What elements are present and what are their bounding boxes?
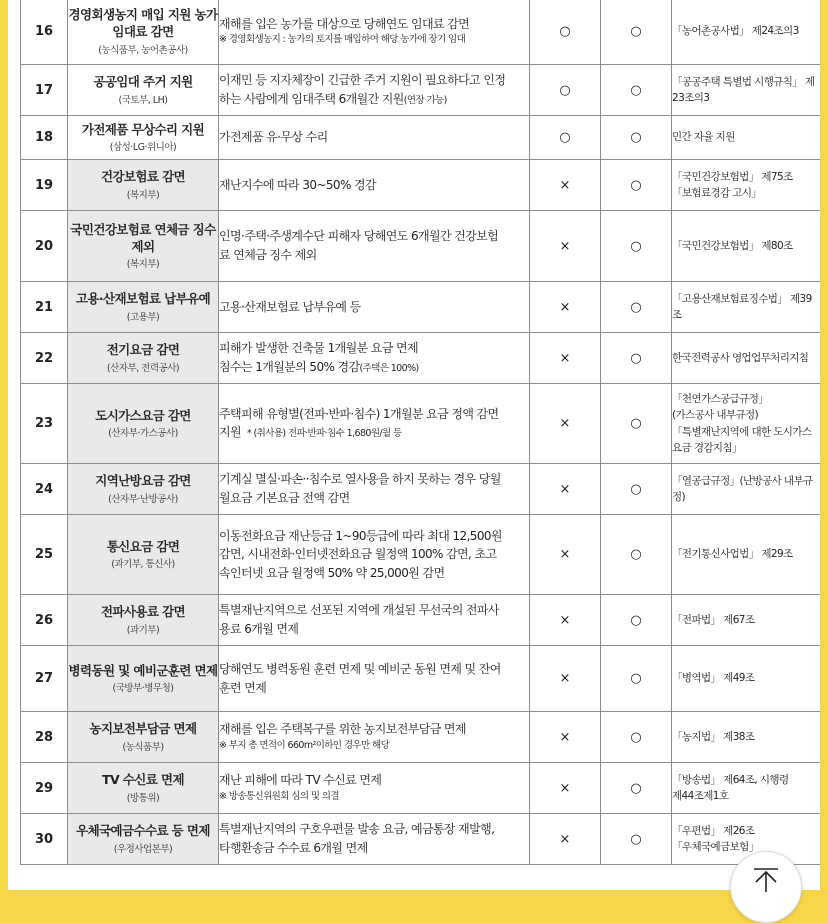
- program-agency: (과기부): [126, 624, 160, 636]
- legal-basis-line: 조: [672, 309, 682, 321]
- legal-basis-cell: [672, 65, 821, 116]
- mark-symbol: ○: [630, 547, 642, 562]
- row-number: [21, 515, 68, 595]
- program-name: 지역난방요금 감면: [95, 473, 191, 489]
- row-number: [21, 464, 68, 515]
- mark-symbol: ○: [630, 130, 642, 145]
- legal-basis-cell: [672, 595, 821, 646]
- row-number: [21, 384, 68, 464]
- description-line: 속인터넷 요금 월정액 50% 약 25,000원 감면: [219, 565, 445, 580]
- legal-basis-cell: [672, 384, 821, 464]
- legal-basis-line: 민간 자율 지원: [672, 131, 735, 144]
- description-cell: [219, 333, 530, 384]
- description-cell: [219, 0, 530, 65]
- row-number-text: 28: [34, 729, 54, 745]
- mark-symbol: ×: [559, 238, 571, 254]
- mark-symbol: ○: [630, 350, 642, 366]
- mark-symbol: ○: [630, 671, 642, 686]
- legal-basis-line: 「우편법」 제26조: [672, 824, 755, 837]
- program-name-cell: [68, 515, 219, 595]
- description-line: 피해가 발생한 건축물 1개월분 요금 면제: [219, 341, 418, 356]
- legal-basis-cell: [672, 333, 821, 384]
- description-cell: [219, 814, 530, 865]
- legal-basis-cell: [672, 712, 821, 763]
- description-line: 이재민 등 지자체장이 긴급한 주거 지원이 필요하다고 인정: [219, 73, 506, 88]
- applicability-mark: [530, 160, 601, 211]
- table-row: [21, 712, 821, 763]
- row-number: [21, 595, 68, 646]
- description-line: 료 연체금 징수 제외: [219, 248, 317, 262]
- row-number: [21, 211, 68, 282]
- legal-basis-line: 「국민건강보험법」 제75조: [672, 170, 793, 183]
- mark-symbol: ○: [630, 177, 642, 193]
- mark-symbol: ○: [630, 24, 642, 39]
- row-number-text: 19: [34, 177, 54, 193]
- mark-symbol: ×: [559, 177, 571, 193]
- program-name: 국민건강보험료 연체금 징수 제외: [70, 221, 216, 254]
- mark-symbol: ○: [559, 82, 571, 98]
- arrow-up-icon: [753, 868, 779, 892]
- legal-basis-cell: [672, 282, 821, 333]
- program-name-cell: [68, 211, 219, 282]
- mark-symbol: ○: [630, 780, 642, 796]
- legal-basis-cell: [672, 211, 821, 282]
- description-cell: [219, 646, 530, 712]
- description-line: 재해를 입은 주택복구를 위한 농지보전부담금 면제: [219, 722, 466, 737]
- description-line: 이동전화요금 재난등급 1~90등급에 따라 최대 12,500원: [219, 528, 502, 543]
- program-name-cell: [68, 464, 219, 515]
- applicability-mark: [601, 65, 672, 116]
- program-name: 공공임대 주거 지원: [93, 74, 193, 90]
- description-line: 인명·주택·주생계수단 피해자 당해연도 6개월간 건강보험: [219, 229, 499, 244]
- legal-basis-line: 「공공주택 특별법 시행규칙」 제: [672, 75, 815, 88]
- program-agency: (복지부): [126, 259, 160, 271]
- applicability-mark: [530, 116, 601, 160]
- applicability-mark: [601, 333, 672, 384]
- applicability-mark: [530, 464, 601, 515]
- description-note: ※ 방송통신위원회 심의 및 의결: [219, 790, 339, 802]
- row-number-text: 16: [34, 24, 54, 39]
- description-line: 월요금 기본요금 전액 감면: [219, 491, 350, 505]
- mark-symbol: ×: [559, 481, 571, 497]
- applicability-mark: [530, 333, 601, 384]
- applicability-mark: [601, 160, 672, 211]
- row-number-text: 25: [34, 547, 54, 562]
- scroll-top-button[interactable]: [730, 851, 802, 923]
- row-number: [21, 282, 68, 333]
- description-line: 기계실 멸실·파손··침수로 열사용을 하지 못하는 경우 당월: [219, 472, 501, 487]
- row-number: [21, 116, 68, 160]
- applicability-mark: [530, 712, 601, 763]
- legal-basis-line: (가스공사 내부규정): [672, 409, 759, 422]
- program-agency: (산자부, 전력공사): [106, 362, 180, 374]
- description-small: (주택은 100%): [359, 362, 419, 374]
- applicability-mark: [601, 814, 672, 865]
- row-number-text: 24: [34, 481, 54, 497]
- legal-basis-line: 「국민건강보험법」 제80조: [672, 239, 793, 252]
- program-name: 통신요금 감면: [106, 538, 180, 554]
- program-name: 전기요금 감면: [106, 342, 180, 358]
- program-name: 병력동원 및 예비군훈련 면제: [68, 662, 218, 678]
- applicability-mark: [530, 814, 601, 865]
- applicability-mark: [530, 646, 601, 712]
- row-number-text: 22: [34, 350, 54, 366]
- mark-symbol: ×: [559, 780, 571, 796]
- mark-symbol: ○: [559, 24, 571, 39]
- program-name-cell: [68, 333, 219, 384]
- mark-symbol: ×: [559, 671, 571, 686]
- applicability-mark: [601, 763, 672, 814]
- legal-basis-line: 「농어촌공사법」 제24조의3: [672, 25, 799, 38]
- applicability-mark: [601, 646, 672, 712]
- legal-basis-cell: [672, 464, 821, 515]
- program-agency: (방통위): [126, 792, 160, 804]
- support-table: [20, 0, 820, 865]
- description-line: 하는 사람에게 임대주택 6개월간 지원(연장 가능): [219, 91, 447, 106]
- description-line: 지원 * (취사용) 전파·반파·침수 1,680원/월 등: [219, 425, 402, 440]
- mark-symbol: ○: [630, 299, 642, 315]
- applicability-mark: [601, 595, 672, 646]
- legal-basis-cell: [672, 763, 821, 814]
- legal-basis-line: 「천연가스공급규정」: [672, 392, 769, 405]
- program-name: 건강보험료 감면: [100, 169, 186, 185]
- program-name: 전파사용료 감면: [100, 604, 186, 620]
- row-number: [21, 0, 68, 65]
- description-line: 침수는 1개월분의 50% 경감(주택은 100%): [219, 359, 419, 374]
- row-number: [21, 646, 68, 712]
- mark-symbol: ○: [630, 481, 642, 497]
- row-number-text: 23: [34, 416, 54, 431]
- description-line: 고용·산재보험료 납부유예 등: [219, 299, 361, 314]
- legal-basis-line: 「방송법」 제64조, 시행령: [672, 773, 789, 786]
- description-line: 주택피해 유형별(전파·반파·침수) 1개월분 요금 정액 감면: [219, 406, 499, 421]
- description-line: 재난지수에 따라 30~50% 경감: [219, 177, 376, 192]
- table-row: [21, 646, 821, 712]
- applicability-mark: [530, 0, 601, 65]
- row-number-text: 29: [34, 780, 54, 796]
- description-cell: [219, 384, 530, 464]
- program-agency: (농식품부): [122, 741, 164, 753]
- legal-basis-line: 「병역법」 제49조: [672, 672, 755, 685]
- table-row: [21, 595, 821, 646]
- program-agency: (국토부, LH): [118, 94, 168, 106]
- table-row: [21, 464, 821, 515]
- description-note: ※ 부지 총 면적이 660m²이하인 경우만 해당: [219, 739, 390, 751]
- row-number-text: 17: [34, 82, 54, 98]
- table-body: [21, 0, 821, 865]
- program-agency: (삼성·LG·위니아): [109, 142, 177, 154]
- row-number-text: 30: [34, 831, 54, 847]
- row-number-text: 27: [34, 671, 54, 686]
- mark-symbol: ×: [559, 729, 571, 745]
- legal-basis-line: 「우체국예금보험」: [672, 841, 759, 853]
- mark-symbol: ○: [630, 82, 642, 98]
- program-name-cell: [68, 0, 219, 65]
- program-agency: (농식품부, 농어촌공사): [98, 44, 188, 56]
- program-name-cell: [68, 160, 219, 211]
- program-agency: (국방부·병무청): [112, 683, 174, 695]
- applicability-mark: [530, 65, 601, 116]
- row-number-text: 18: [34, 130, 54, 145]
- applicability-mark: [530, 515, 601, 595]
- description-line: 훈련 면제: [219, 680, 267, 695]
- program-name-cell: [68, 116, 219, 160]
- row-number-text: 26: [34, 612, 54, 628]
- description-line: 용료 6개월 면제: [219, 622, 299, 636]
- description-cell: [219, 65, 530, 116]
- row-number-text: 20: [34, 238, 54, 254]
- row-number: [21, 160, 68, 211]
- mark-symbol: ×: [559, 299, 571, 315]
- program-agency: (과기부, 통신사): [111, 559, 175, 571]
- mark-symbol: ×: [559, 547, 571, 562]
- description-line: 타행환송금 수수료 6개월 면제: [219, 841, 368, 855]
- table-row: [21, 282, 821, 333]
- program-name-cell: [68, 65, 219, 116]
- table-row: [21, 515, 821, 595]
- description-cell: [219, 595, 530, 646]
- applicability-mark: [601, 282, 672, 333]
- document-page: [8, 0, 820, 890]
- legal-basis-cell: [672, 160, 821, 211]
- applicability-mark: [530, 282, 601, 333]
- legal-basis-line: 「전기통신사업법」 제29조: [672, 548, 793, 561]
- program-name-cell: [68, 595, 219, 646]
- description-line: 재해를 입은 농가를 대상으로 당해연도 임대료 감면: [219, 16, 470, 31]
- applicability-mark: [601, 515, 672, 595]
- legal-basis-line: 요금 경감지침」: [672, 441, 742, 454]
- table-row: [21, 814, 821, 865]
- description-cell: [219, 712, 530, 763]
- mark-symbol: ○: [630, 612, 642, 628]
- program-agency: (산자부·가스공사): [108, 428, 178, 440]
- description-cell: [219, 282, 530, 333]
- description-line: 특별재난지역의 구호우편물 발송 요금, 예금통장 재발행,: [219, 822, 495, 837]
- applicability-mark: [601, 464, 672, 515]
- applicability-mark: [530, 763, 601, 814]
- program-name-cell: [68, 646, 219, 712]
- description-cell: [219, 464, 530, 515]
- program-name: 가전제품 무상수리 지원: [81, 121, 205, 137]
- program-agency: (우정사업본부): [113, 843, 173, 855]
- program-name: 고용·산재보험료 납부유예: [75, 291, 211, 307]
- legal-basis-line: 「전파법」 제67조: [672, 613, 755, 626]
- table-row: [21, 116, 821, 160]
- description-line: 감면, 시내전화·인터넷전화요금 월정액 100% 감면, 초고: [219, 547, 497, 562]
- applicability-mark: [601, 384, 672, 464]
- description-line: 재난 피해에 따라 TV 수신료 면제: [219, 773, 382, 788]
- description-small: * (취사용) 전파·반파·침수 1,680원/월 등: [246, 428, 402, 440]
- legal-basis-line: 정): [672, 491, 686, 503]
- mark-symbol: ○: [559, 130, 571, 145]
- program-agency: (복지부): [126, 189, 160, 201]
- table-row: [21, 384, 821, 464]
- description-cell: [219, 211, 530, 282]
- legal-basis-line: 「보험료경감 고시」: [672, 187, 762, 199]
- legal-basis-line: 「특별재난지역에 대한 도시가스: [672, 425, 812, 438]
- legal-basis-line: 「고용산재보험료징수법」 제39: [672, 292, 812, 305]
- legal-basis-line: 「열공급규정」(난방공사 내부규: [672, 474, 813, 487]
- program-name: 도시가스요금 감면: [95, 407, 191, 423]
- legal-basis-line: 한국전력공사 영업업무처리지침: [672, 351, 809, 364]
- program-name-cell: [68, 384, 219, 464]
- mark-symbol: ○: [630, 238, 642, 254]
- row-number: [21, 333, 68, 384]
- table-row: [21, 160, 821, 211]
- legal-basis-cell: [672, 0, 821, 65]
- table-row: [21, 763, 821, 814]
- legal-basis-line: 23조의3: [672, 92, 710, 104]
- program-name-cell: [68, 814, 219, 865]
- legal-basis-cell: [672, 116, 821, 160]
- applicability-mark: [601, 116, 672, 160]
- program-agency: (산자부·난방공사): [108, 493, 178, 505]
- applicability-mark: [601, 712, 672, 763]
- mark-symbol: ○: [630, 416, 642, 431]
- mark-symbol: ○: [630, 831, 642, 847]
- row-number: [21, 65, 68, 116]
- program-name: 우체국예금수수료 등 면제: [76, 823, 210, 839]
- program-name-cell: [68, 712, 219, 763]
- mark-symbol: ×: [559, 831, 571, 847]
- legal-basis-cell: [672, 515, 821, 595]
- table-row: [21, 333, 821, 384]
- applicability-mark: [601, 211, 672, 282]
- legal-basis-cell: [672, 646, 821, 712]
- legal-basis-line: 제44조제1호: [672, 790, 729, 802]
- description-cell: [219, 763, 530, 814]
- description-small: (연장 가능): [403, 94, 447, 106]
- table-row: [21, 65, 821, 116]
- program-name: TV 수신료 면제: [102, 772, 184, 788]
- program-name-cell: [68, 282, 219, 333]
- row-number: [21, 712, 68, 763]
- program-name-cell: [68, 763, 219, 814]
- row-number: [21, 763, 68, 814]
- applicability-mark: [601, 0, 672, 65]
- program-name: 농지보전부담금 면제: [89, 721, 197, 737]
- mark-symbol: ×: [559, 612, 571, 628]
- description-line: 가전제품 유·무상 수리: [219, 130, 328, 145]
- table-row: [21, 0, 821, 65]
- applicability-mark: [530, 211, 601, 282]
- description-line: 특별재난지역으로 선포된 지역에 개설된 무선국의 전파사: [219, 603, 499, 618]
- applicability-mark: [530, 384, 601, 464]
- mark-symbol: ×: [559, 416, 571, 431]
- row-number-text: 21: [34, 299, 54, 315]
- description-line: 당해연도 병력동원 훈련 면제 및 예비군 동원 면제 및 잔여: [219, 661, 501, 676]
- description-note: ※ 경영회생농지 : 농가의 토지를 매입하여 해당 농가에 장기 임대: [219, 34, 466, 46]
- row-number: [21, 814, 68, 865]
- program-name: 경영회생농지 매입 지원 농가 임대료 감면: [68, 7, 218, 39]
- mark-symbol: ×: [559, 350, 571, 366]
- description-cell: [219, 160, 530, 211]
- program-agency: (고용부): [126, 311, 160, 323]
- table-row: [21, 211, 821, 282]
- applicability-mark: [530, 595, 601, 646]
- legal-basis-line: 「농지법」 제38조: [672, 730, 755, 743]
- description-cell: [219, 116, 530, 160]
- description-cell: [219, 515, 530, 595]
- mark-symbol: ○: [630, 729, 642, 745]
